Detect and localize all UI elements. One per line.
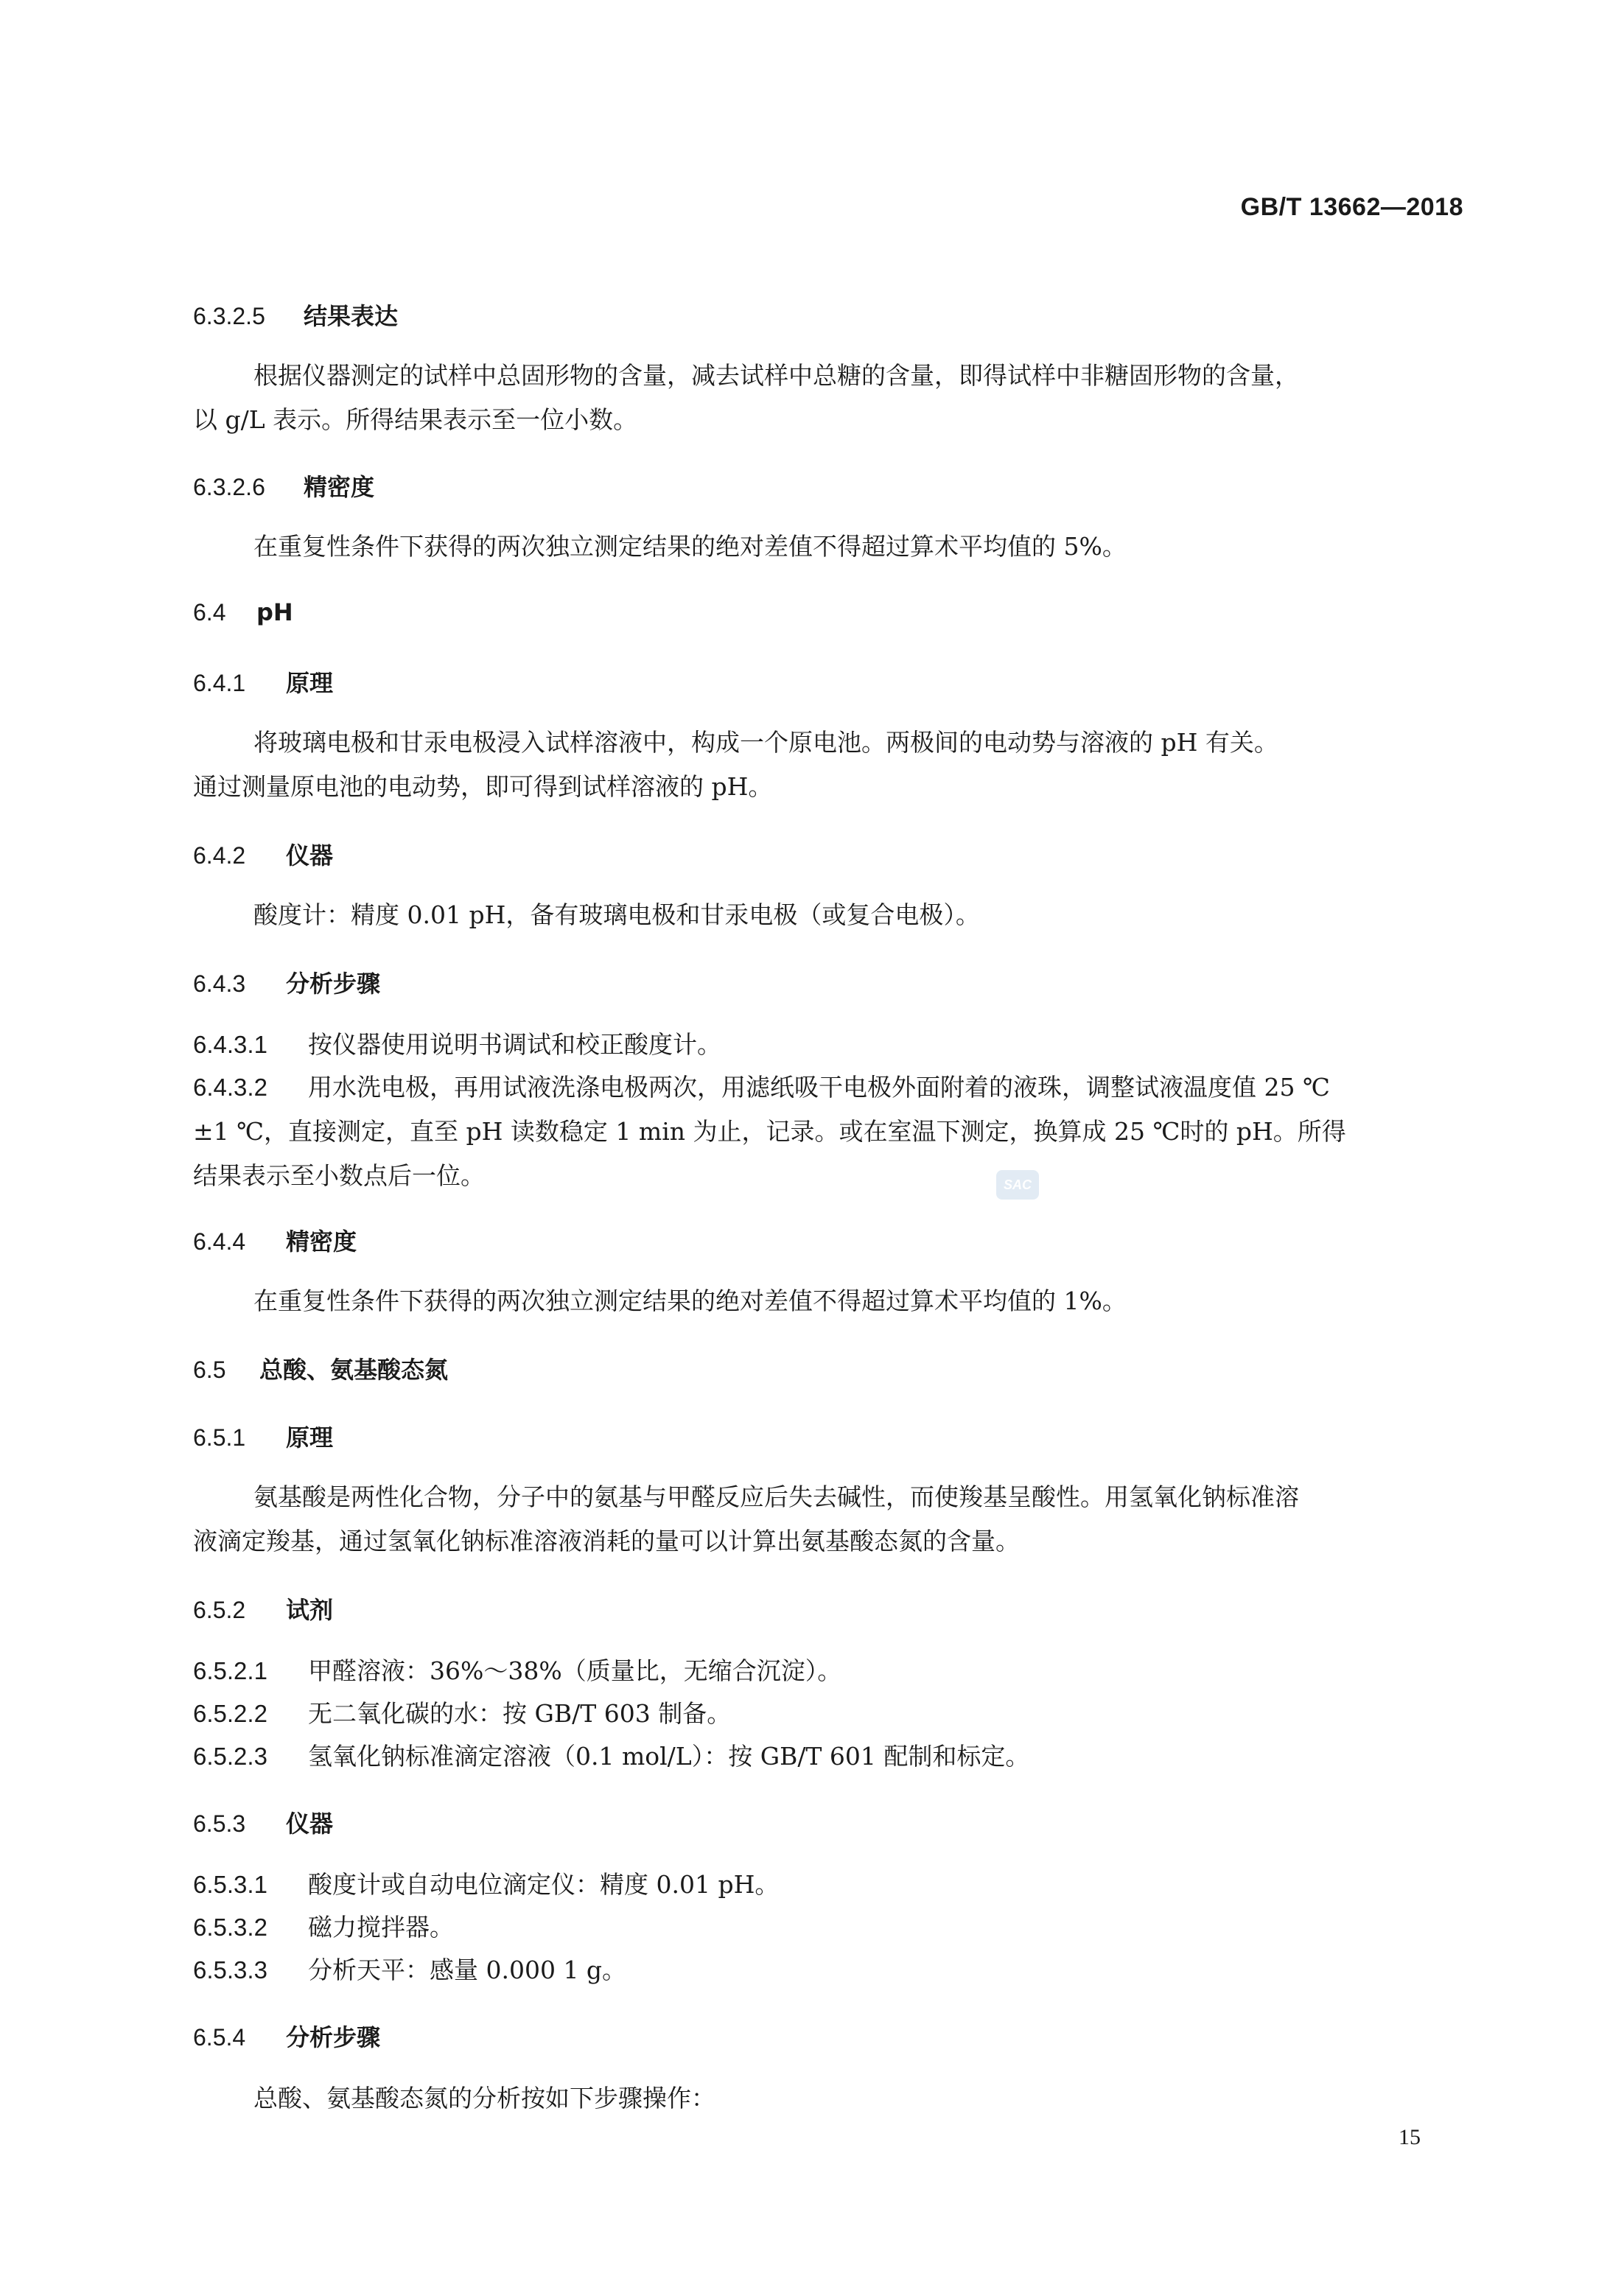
heading-number: 6.5: [193, 1356, 226, 1383]
item-text: 用水洗电极，再用试液洗涤电极两次，用滤纸吸干电极外面附着的液珠，调整试液温度值 25 ℃: [308, 1073, 1330, 1102]
paragraph: 将玻璃电极和甘汞电极浸入试样溶液中，构成一个原电池。两极间的电动势与溶液的 pH 有关。: [253, 728, 1278, 757]
heading-number: 6.4.3: [193, 970, 246, 997]
item-text: 无二氧化碳的水：按 GB/T 603 制备。: [308, 1699, 732, 1728]
list-item: [193, 1734, 1029, 1779]
item-number: 6.5.2.3: [193, 1743, 267, 1770]
heading-title: 精密度: [304, 473, 375, 501]
item-number: 6.5.3.3: [193, 1956, 267, 1984]
paragraph: 氨基酸是两性化合物，分子中的氨基与甲醛反应后失去碱性，而使羧基呈酸性。用氢氧化钠标准溶: [253, 1482, 1299, 1511]
paragraph: 根据仪器测定的试样中总固形物的含量，减去试样中总糖的含量，即得试样中非糖固形物的含量，: [253, 361, 1299, 390]
heading-title: 结果表达: [304, 302, 399, 330]
heading-number: 6.5.1: [193, 1424, 246, 1451]
heading-number: 6.5.4: [193, 2024, 246, 2051]
heading-title: 原理: [286, 1424, 334, 1452]
heading-6-3-2-5: [193, 298, 398, 332]
list-item: [193, 1905, 454, 1950]
paragraph: 通过测量原电池的电动势，即可得到试样溶液的 pH。: [193, 772, 773, 801]
heading-6-4-3: [193, 965, 380, 999]
item-number: 6.5.2.2: [193, 1700, 267, 1727]
heading-title: 分析步骤: [286, 2023, 381, 2051]
paragraph: ±1 ℃，直接测定，直至 pH 读数稳定 1 min 为止，记录。或在室温下测定，换算成 25 ℃时的 pH。所得: [193, 1117, 1346, 1146]
item-text: 按仪器使用说明书调试和校正酸度计。: [308, 1030, 721, 1059]
standard-number: GB/T 13662—2018: [1240, 193, 1463, 221]
paragraph: 在重复性条件下获得的两次独立测定结果的绝对差值不得超过算术平均值的 1%。: [253, 1286, 1127, 1315]
heading-title: 试剂: [286, 1596, 334, 1624]
heading-title: 总酸、氨基酸态氮: [259, 1356, 449, 1384]
item-text: 甲醛溶液：36%～38%（质量比，无缩合沉淀）。: [308, 1656, 842, 1685]
heading-title: 分析步骤: [286, 970, 381, 998]
list-item: [193, 1065, 1330, 1110]
heading-title: 原理: [286, 669, 334, 697]
heading-number: 6.3.2.5: [193, 303, 265, 329]
item-number: 6.5.2.1: [193, 1657, 267, 1684]
heading-6-5-2: [193, 1592, 333, 1625]
heading-number: 6.4.2: [193, 842, 246, 869]
heading-title: pH: [256, 598, 293, 626]
item-number: 6.5.3.1: [193, 1871, 267, 1898]
item-number: 6.5.3.2: [193, 1914, 267, 1941]
heading-title: 仪器: [286, 1810, 334, 1838]
heading-6-5-4: [193, 2019, 380, 2053]
heading-number: 6.4.1: [193, 670, 246, 696]
heading-6-4: [193, 598, 293, 626]
heading-number: 6.4.4: [193, 1228, 246, 1255]
sac-watermark-icon: SAC: [996, 1170, 1039, 1200]
paragraph: 在重复性条件下获得的两次独立测定结果的绝对差值不得超过算术平均值的 5%。: [253, 532, 1127, 561]
item-number: 6.4.3.1: [193, 1031, 267, 1058]
heading-6-3-2-6: [193, 469, 374, 503]
item-number: 6.4.3.2: [193, 1074, 267, 1101]
heading-6-4-1: [193, 665, 333, 699]
list-item: [193, 1023, 721, 1067]
paragraph: 以 g/L 表示。所得结果表示至一位小数。: [193, 405, 638, 434]
paragraph: 液滴定羧基，通过氢氧化钠标准溶液消耗的量可以计算出氨基酸态氮的含量。: [193, 1527, 1020, 1555]
paragraph: 总酸、氨基酸态氮的分析按如下步骤操作：: [253, 2084, 715, 2112]
list-item: [193, 1692, 731, 1736]
heading-6-4-4: [193, 1223, 357, 1257]
item-text: 氢氧化钠标准滴定溶液（0.1 mol/L）：按 GB/T 601 配制和标定。: [308, 1742, 1030, 1771]
heading-6-4-2: [193, 837, 333, 871]
list-item: [193, 1863, 779, 1907]
item-text: 酸度计或自动电位滴定仪：精度 0.01 pH。: [308, 1870, 780, 1899]
heading-number: 6.5.3: [193, 1810, 246, 1837]
list-item: [193, 1649, 841, 1693]
heading-number: 6.4: [193, 599, 226, 626]
heading-title: 精密度: [286, 1228, 357, 1256]
page-number: 15: [1399, 2125, 1421, 2149]
item-text: 分析天平：感量 0.000 1 g。: [308, 1956, 627, 1984]
list-item: [193, 1948, 626, 1992]
heading-6-5: [193, 1351, 448, 1385]
heading-6-5-1: [193, 1419, 333, 1453]
heading-title: 仪器: [286, 841, 334, 869]
heading-number: 6.5.2: [193, 1597, 246, 1623]
paragraph: 酸度计：精度 0.01 pH，备有玻璃电极和甘汞电极（或复合电极）。: [253, 900, 980, 929]
paragraph: 结果表示至小数点后一位。: [193, 1161, 485, 1190]
item-text: 磁力搅拌器。: [308, 1913, 454, 1942]
heading-6-5-3: [193, 1805, 333, 1839]
heading-number: 6.3.2.6: [193, 474, 265, 500]
